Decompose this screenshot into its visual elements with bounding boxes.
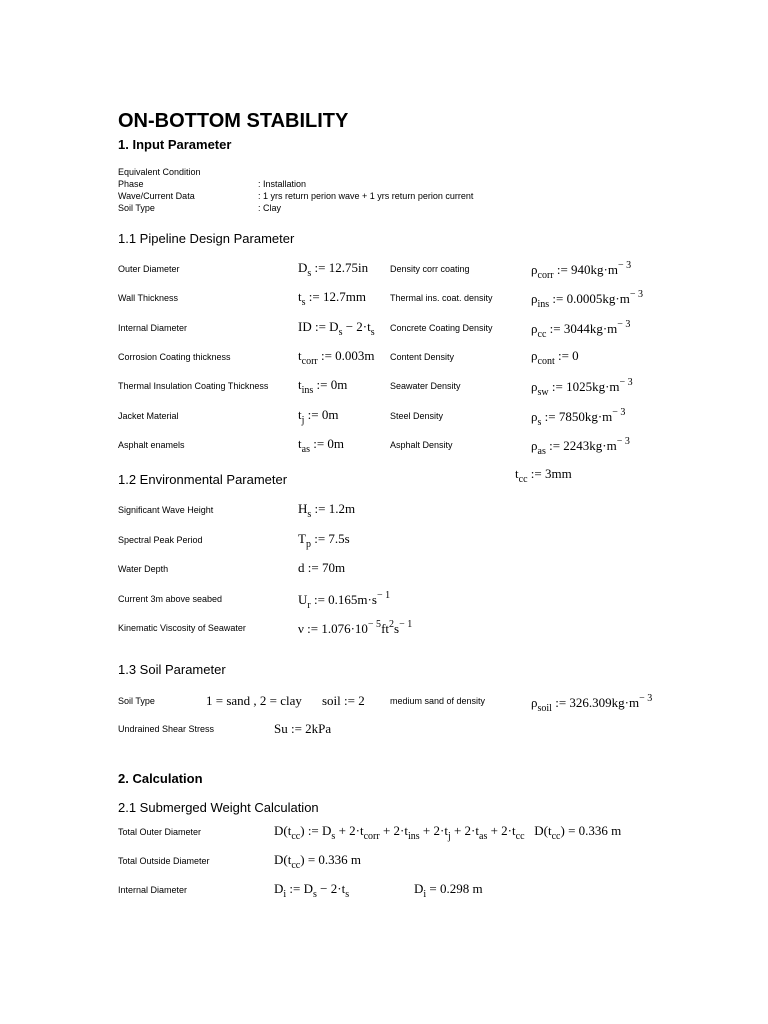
d-result: = 0.336 m	[568, 823, 622, 838]
env-equation: $H_s$ := 1.2m	[298, 501, 356, 520]
di-result-equation: $D_i = 0.298$ m	[414, 881, 483, 900]
density-label: Content Density	[390, 351, 455, 362]
undrained-shear-label: Undrained Shear Stress	[118, 724, 215, 734]
section-calculation-heading: 2. Calculation	[118, 771, 203, 786]
density-equation: $\rho_{as}$ := $2243kg\cdot m^{- 3}$	[531, 435, 630, 457]
param-label: Wall Thickness	[118, 293, 179, 304]
di-result: = 0.298 m	[429, 881, 483, 896]
density-equation: $\rho_s$ := $7850kg\cdot m^{- 3}$	[531, 406, 626, 428]
density-label: Density corr coating	[390, 264, 470, 274]
density-label: Thermal ins. coat. density	[390, 293, 493, 304]
density-equation: $\rho_{corr}$ := $940kg\cdot m^{- 3}$	[531, 260, 632, 281]
param-label: Outer Diameter	[118, 264, 180, 274]
tcc-equation: $t_{cc}$ := 3mm	[515, 466, 572, 485]
info-label: Equivalent Condition	[118, 167, 201, 177]
env-label: Current 3m above seabed	[118, 593, 223, 604]
env-equation: $T_p$ := 7.5s	[298, 530, 350, 550]
su-equation: Su := 2kPa	[274, 721, 332, 736]
env-label: Spectral Peak Period	[118, 534, 203, 545]
param-label: Jacket Material	[118, 410, 179, 421]
internal-diameter-calc-equation: $D_i$ := $D_s - 2\cdot t_s$	[274, 881, 350, 900]
d-result: = 0.336 m	[307, 852, 362, 867]
medium-sand-label: medium sand of density	[390, 696, 486, 706]
density-equation: $\rho_{cc}$ := $3044kg\cdot m^{- 3}$	[531, 318, 631, 340]
density-label: Seawater Density	[390, 381, 461, 392]
param-equation: $D_s$ := 12.75in	[298, 260, 369, 279]
calc-label: Total Outer Diameter	[118, 827, 202, 837]
density-equation: $\rho_{sw}$ := $1025kg\cdot m^{- 3}$	[531, 377, 633, 399]
total-outer-diameter-equation: $D(t_{cc})$ := $D_s + 2\cdot t_{corr} + 2\cdot t_{ins} + 2\cdot t_j + 2\cdot t_{as} + 2\cdot t_{cc}$ $D(t_{cc}) = 0.336$ m	[274, 823, 622, 842]
param-label: Thermal Insulation Coating Thickness	[118, 381, 269, 392]
density-label: Asphalt Density	[390, 439, 453, 450]
density-equation: $\rho_{ins}$ := $0.0005kg\cdot m^{- 3}$	[531, 289, 643, 311]
calc-label: Total Outside Diameter	[118, 856, 210, 866]
env-equation: d := 70m	[298, 560, 346, 575]
info-value: : Clay	[258, 203, 282, 213]
env-equation: ν := $1.076\cdot 10^{- 5}ft^2s^{- 1}$	[298, 619, 413, 636]
param-label: Internal Diameter	[118, 322, 188, 333]
soil-note: 1 = sand , 2 = clay	[206, 693, 302, 708]
env-label: Kinematic Viscosity of Seawater	[118, 623, 246, 633]
param-equation: $t_{ins}$ := 0m	[298, 377, 348, 397]
density-equation: $\rho_{cont}$ := 0	[531, 347, 579, 367]
soil-equation: soil := 2	[322, 693, 365, 708]
env-label: Water Depth	[118, 564, 169, 574]
env-label: Significant Wave Height	[118, 505, 214, 515]
total-outside-diameter-equation: $D(t_{cc}) = 0.336$ m	[274, 852, 362, 871]
param-label: Asphalt enamels	[118, 439, 185, 450]
param-label: Corrosion Coating thickness	[118, 351, 231, 362]
param-equation: $t_{corr}$ := 0.003m	[298, 347, 375, 367]
section-input-parameter-heading: 1. Input Parameter	[118, 137, 232, 152]
density-label: Concrete Coating Density	[390, 322, 493, 333]
param-equation: ID := $D_s - 2\cdot t_s$	[298, 318, 375, 338]
info-value: : Installation	[258, 179, 307, 189]
page-title: ON-BOTTOM STABILITY	[118, 110, 349, 132]
env-equation: $U_r$ := $0.165m\cdot s^{- 1}$	[298, 589, 391, 611]
info-value: : 1 yrs return perion wave + 1 yrs return perion current	[258, 191, 474, 201]
param-equation: $t_s$ := 12.7mm	[298, 289, 366, 309]
rho-soil-equation: $\rho_{soil}$ := $326.309kg\cdot m^{- 3}$	[531, 693, 653, 714]
section-pipeline-design-heading: 1.1 Pipeline Design Parameter	[118, 231, 295, 246]
info-label: Wave/Current Data	[118, 191, 195, 201]
param-equation: $t_{as}$ := 0m	[298, 435, 345, 455]
section-submerged-weight-heading: 2.1 Submerged Weight Calculation	[118, 800, 319, 815]
info-label: Phase	[118, 179, 144, 189]
info-label: Soil Type	[118, 203, 155, 213]
param-equation: $t_j$ := 0m	[298, 406, 339, 426]
calc-label: Internal Diameter	[118, 885, 188, 895]
section-environmental-heading: 1.2 Environmental Parameter	[118, 472, 288, 487]
section-soil-heading: 1.3 Soil Parameter	[118, 662, 226, 677]
density-label: Steel Density	[390, 410, 444, 421]
soil-type-label: Soil Type	[118, 696, 155, 706]
